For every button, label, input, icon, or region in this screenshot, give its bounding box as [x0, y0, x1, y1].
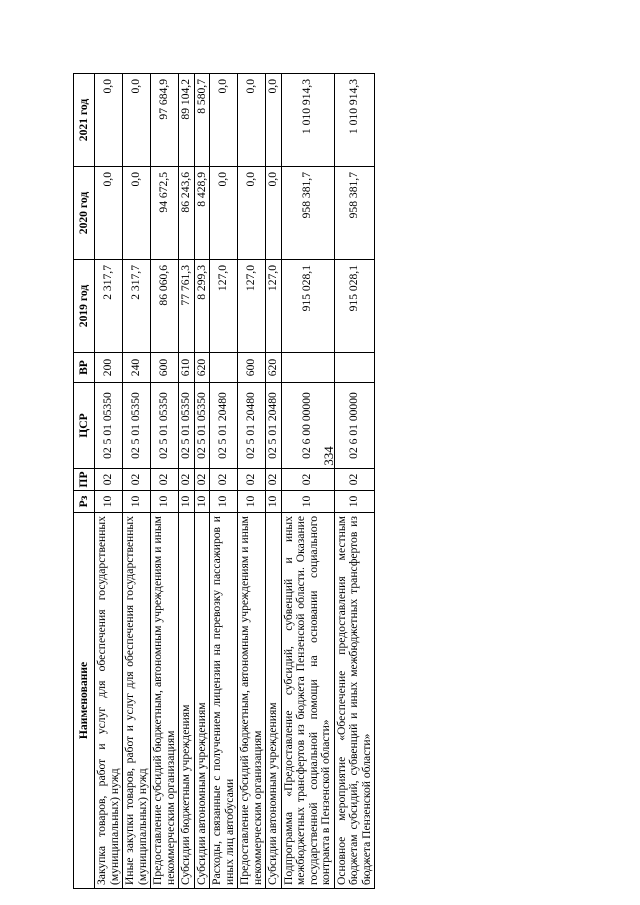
row-name: Закупка товаров, работ и услуг для обеспечения государственных (муниципальных) нужд [95, 513, 123, 889]
row-rz: 10 [334, 491, 375, 513]
row-2019: 8 299,3 [194, 260, 210, 353]
header-vr: ВР [74, 353, 95, 383]
row-2021: 1 010 914,3 [281, 74, 334, 167]
row-vr [334, 353, 375, 383]
row-vr: 610 [179, 353, 195, 383]
row-2020: 958 381,7 [281, 167, 334, 260]
row-rz: 10 [281, 491, 334, 513]
row-2020: 94 672,5 [151, 167, 179, 260]
table-row [151, 74, 179, 889]
row-rz: 10 [266, 491, 282, 513]
table-row [123, 74, 151, 889]
row-rz: 10 [95, 491, 123, 513]
row-vr: 200 [95, 353, 123, 383]
row-csr: 02 5 01 05350 [179, 383, 195, 469]
row-2021: 8 580,7 [194, 74, 210, 167]
table-row [281, 74, 334, 889]
header-2020: 2020 год [74, 167, 95, 260]
row-csr: 02 6 01 00000 [334, 383, 375, 469]
row-rz: 10 [123, 491, 151, 513]
row-name: Предоставление субсидий бюджетным, автономным учреждениям и иным некоммерческим организациям [151, 513, 179, 889]
row-name: Субсидии автономным учреждениям [266, 513, 282, 889]
table-row [238, 74, 266, 889]
row-2019: 127,0 [210, 260, 238, 353]
row-rz: 10 [238, 491, 266, 513]
row-name: Иные закупки товаров, работ и услуг для обеспечения государственных (муниципальных) нужд [123, 513, 151, 889]
row-rz: 10 [194, 491, 210, 513]
row-csr: 02 5 01 05350 [194, 383, 210, 469]
header-rz: Рз [74, 491, 95, 513]
row-2020: 8 428,9 [194, 167, 210, 260]
row-2020: 86 243,6 [179, 167, 195, 260]
row-2020: 0,0 [123, 167, 151, 260]
row-2021: 97 684,9 [151, 74, 179, 167]
table-row [95, 74, 123, 889]
table-row [194, 74, 210, 889]
row-2020: 0,0 [238, 167, 266, 260]
row-name: Субсидии бюджетным учреждениям [179, 513, 195, 889]
row-rz: 10 [179, 491, 195, 513]
row-2019: 2 317,7 [95, 260, 123, 353]
row-csr: 02 5 01 05350 [95, 383, 123, 469]
row-vr: 600 [238, 353, 266, 383]
row-pr: 02 [151, 469, 179, 491]
row-pr: 02 [123, 469, 151, 491]
row-2019: 127,0 [266, 260, 282, 353]
row-name: Подпрограмма «Предоставление субсидий, субвенций и иных межбюджетных трансфертов из бюджета Пензенской области. Оказание государственной социальной помощи на основании социального контракта в Пензенской области» [281, 513, 334, 889]
row-name: Основное мероприятие «Обеспечение предоставления местным бюджетам субсидий, субвенций и иных межбюджетных трансфертов из бюджета Пензенской области» [334, 513, 375, 889]
rotated-table-container [73, 74, 375, 889]
row-name: Предоставление субсидий бюджетным, автономным учреждениям и иным некоммерческим организациям [238, 513, 266, 889]
header-pr: ПР [74, 469, 95, 491]
row-2020: 0,0 [95, 167, 123, 260]
page-number: 334 [321, 446, 336, 466]
row-pr: 02 [334, 469, 375, 491]
table-header-row [74, 74, 95, 889]
row-rz: 10 [210, 491, 238, 513]
row-2019: 2 317,7 [123, 260, 151, 353]
row-csr: 02 5 01 05350 [151, 383, 179, 469]
row-2019: 77 761,3 [179, 260, 195, 353]
row-vr [281, 353, 334, 383]
row-2021: 0,0 [123, 74, 151, 167]
row-pr: 02 [194, 469, 210, 491]
row-csr: 02 5 01 20480 [210, 383, 238, 469]
row-pr: 02 [179, 469, 195, 491]
row-csr: 02 5 01 20480 [238, 383, 266, 469]
row-2021: 0,0 [210, 74, 238, 167]
row-2020: 0,0 [210, 167, 238, 260]
row-name: Расходы, связанные с получением лицензии на перевозку пассажиров и иных лиц автобусами [210, 513, 238, 889]
budget-table [73, 73, 375, 889]
row-vr: 600 [151, 353, 179, 383]
row-2021: 0,0 [266, 74, 282, 167]
row-vr [210, 353, 238, 383]
row-vr: 240 [123, 353, 151, 383]
row-vr: 620 [194, 353, 210, 383]
table-row [179, 74, 195, 889]
row-2019: 915 028,1 [334, 260, 375, 353]
header-csr: ЦСР [74, 383, 95, 469]
header-name: Наименование [74, 513, 95, 889]
row-rz: 10 [151, 491, 179, 513]
row-2021: 89 104,2 [179, 74, 195, 167]
row-csr: 02 6 00 00000 [281, 383, 334, 469]
table-row [334, 74, 375, 889]
row-csr: 02 5 01 20480 [266, 383, 282, 469]
row-2020: 958 381,7 [334, 167, 375, 260]
row-2020: 0,0 [266, 167, 282, 260]
row-2019: 915 028,1 [281, 260, 334, 353]
header-2019: 2019 год [74, 260, 95, 353]
header-2021: 2021 год [74, 74, 95, 167]
row-name: Субсидии автономным учреждениям [194, 513, 210, 889]
row-csr: 02 5 01 05350 [123, 383, 151, 469]
row-pr: 02 [281, 469, 334, 491]
table-row [266, 74, 282, 889]
row-2021: 1 010 914,3 [334, 74, 375, 167]
row-2019: 127,0 [238, 260, 266, 353]
table-row [210, 74, 238, 889]
row-2019: 86 060,6 [151, 260, 179, 353]
row-vr: 620 [266, 353, 282, 383]
row-pr: 02 [95, 469, 123, 491]
row-pr: 02 [266, 469, 282, 491]
row-2021: 0,0 [238, 74, 266, 167]
row-2021: 0,0 [95, 74, 123, 167]
row-pr: 02 [210, 469, 238, 491]
row-pr: 02 [238, 469, 266, 491]
